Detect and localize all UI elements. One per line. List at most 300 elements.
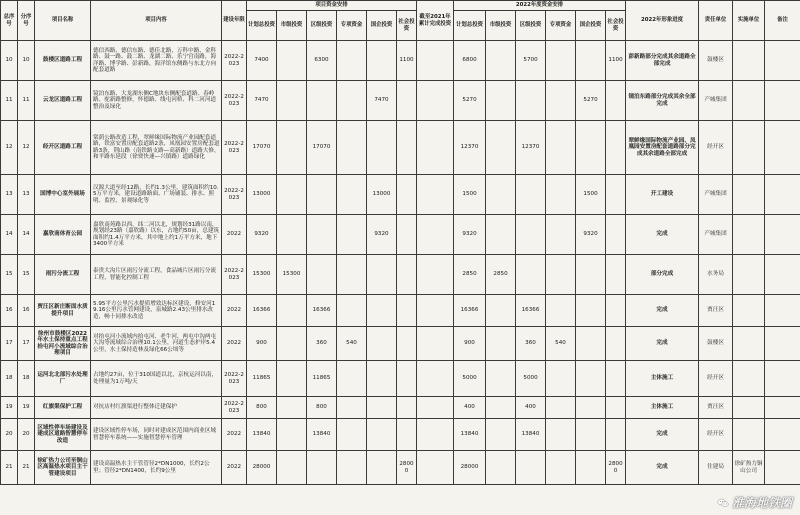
cell-c16	[546, 361, 576, 397]
table-row	[1, 295, 800, 327]
cell-c8: 6300	[307, 41, 337, 81]
cell-c4: 汉源大道至经12路，长约1.3公里，建筑面积约10.5万平方米，建设道路路面、广场铺装、排水、照明、监控、景观绿化等	[91, 175, 222, 215]
cell-c11: 28000	[397, 451, 417, 485]
cell-c19: 完成	[626, 215, 699, 255]
cell-c2: 19	[18, 397, 35, 419]
cell-c2: 20	[18, 419, 35, 451]
cell-c9	[337, 255, 367, 295]
cell-c1: 19	[1, 397, 18, 419]
cell-c5: 2022-2023	[222, 397, 247, 419]
cell-c8	[307, 451, 337, 485]
cell-c21	[733, 361, 765, 397]
cell-c19: 彭新路部分完成其余道路全部完成	[626, 41, 699, 81]
cell-c18	[606, 81, 626, 121]
cell-c17: 9320	[576, 215, 606, 255]
cell-c11	[397, 361, 417, 397]
col-header: 国企投资	[576, 11, 606, 41]
col-header: 实施单位	[733, 1, 765, 41]
cell-c19: 部分完成	[626, 255, 699, 295]
cell-c1: 15	[1, 255, 18, 295]
cell-c13: 28000	[454, 451, 486, 485]
cell-c14	[486, 327, 516, 361]
cell-c12	[417, 255, 454, 295]
cell-c5: 2022-2023	[222, 255, 247, 295]
cell-c20: 水务局	[699, 255, 733, 295]
cell-c16	[546, 451, 576, 485]
table-row	[1, 121, 800, 175]
cell-c10	[367, 451, 397, 485]
cell-c12	[417, 41, 454, 81]
cell-c16	[546, 81, 576, 121]
table-row	[1, 397, 800, 419]
cell-c21	[733, 121, 765, 175]
cell-c3: 嘉欣南体育公园	[35, 215, 91, 255]
table-row	[1, 215, 800, 255]
cell-c8	[307, 175, 337, 215]
cell-c3: 经开区道路工程	[35, 121, 91, 175]
cell-c13: 5000	[454, 361, 486, 397]
cell-c20: 贾汪区	[699, 295, 733, 327]
cell-c9	[337, 397, 367, 419]
cell-c19: 完成	[626, 419, 699, 451]
col-header: 市级投资	[277, 11, 307, 41]
cell-c22	[765, 175, 800, 215]
cell-c16	[546, 175, 576, 215]
cell-c9	[337, 175, 367, 215]
cell-c13: 9320	[454, 215, 486, 255]
cell-c20: 贾汪区	[699, 397, 733, 419]
col-header: 备注	[765, 1, 800, 41]
cell-c15: 5000	[516, 361, 546, 397]
cell-c10	[367, 327, 397, 361]
cell-c5: 2022-2023	[222, 41, 247, 81]
col-header: 社会投资	[397, 11, 417, 41]
cell-c4: 对抗店村红旗渠进行整体迁建保护	[91, 397, 222, 419]
cell-c18: 28000	[606, 451, 626, 485]
cell-c11	[397, 327, 417, 361]
cell-c4: 建设区域性停车场，同时对建成区范围内商业区域智慧停车系统——实施智慧停车管理	[91, 419, 222, 451]
cell-c20: 经开区	[699, 361, 733, 397]
cell-c7	[277, 175, 307, 215]
col-header: 专项资金	[546, 11, 576, 41]
cell-c19: 主体施工	[626, 361, 699, 397]
cell-c7	[277, 215, 307, 255]
col-header: 截至2021年累计完成投资	[417, 1, 454, 41]
cell-c19: 翠鲜缘国际物流产业园、凤凰园安置房配套道路部分完成其余道路全部完成	[626, 121, 699, 175]
cell-c14	[486, 81, 516, 121]
cell-c17	[576, 397, 606, 419]
cell-c8: 16366	[307, 295, 337, 327]
cell-c11	[397, 397, 417, 419]
cell-c8: 800	[307, 397, 337, 419]
cell-c7	[277, 327, 307, 361]
cell-c13: 5270	[454, 81, 486, 121]
cell-c17: 1500	[576, 175, 606, 215]
cell-c13: 6800	[454, 41, 486, 81]
cell-c4: 对拾屯河小流域内拾屯河、老牛河、两屯中沟两屯大沟等流域综合治理10.1公里，河道生态护岸5.4公里，水土保持造林及绿化66公顷等	[91, 327, 222, 361]
cell-c9	[337, 419, 367, 451]
table-row	[1, 175, 800, 215]
cell-c8	[307, 81, 337, 121]
cell-c18	[606, 121, 626, 175]
cell-c11	[397, 255, 417, 295]
cell-c11	[397, 215, 417, 255]
cell-c15	[516, 81, 546, 121]
cell-c9	[337, 295, 367, 327]
cell-c14	[486, 215, 516, 255]
cell-c15: 16366	[516, 295, 546, 327]
cell-c18	[606, 215, 626, 255]
cell-c7	[277, 451, 307, 485]
cell-c14	[486, 295, 516, 327]
cell-c4: 占地约27亩，位于310国道以北，京杭运河以南，处理量为1万吨/天	[91, 361, 222, 397]
cell-c16	[546, 121, 576, 175]
cell-c18	[606, 327, 626, 361]
table-row	[1, 451, 800, 485]
cell-c18	[606, 295, 626, 327]
cell-c12	[417, 451, 454, 485]
cell-c18	[606, 255, 626, 295]
cell-c7	[277, 419, 307, 451]
cell-c17	[576, 121, 606, 175]
cell-c12	[417, 121, 454, 175]
cell-c10: 9320	[367, 215, 397, 255]
cell-c19: 开工建设	[626, 175, 699, 215]
cell-c9	[337, 215, 367, 255]
col-header: 项目内容	[91, 1, 222, 41]
cell-c19: 完成	[626, 327, 699, 361]
cell-c5: 2022	[222, 327, 247, 361]
cell-c6: 800	[247, 397, 277, 419]
cell-c7: 15300	[277, 255, 307, 295]
cell-c2: 13	[18, 175, 35, 215]
cell-c5: 2022	[222, 451, 247, 485]
cell-c6: 11865	[247, 361, 277, 397]
cell-c13: 1500	[454, 175, 486, 215]
cell-c9	[337, 451, 367, 485]
cell-c6: 15300	[247, 255, 277, 295]
cell-c2: 10	[18, 41, 35, 81]
cell-c3: 国博中心室外展场	[35, 175, 91, 215]
wechat-icon	[717, 497, 729, 509]
table-row	[1, 361, 800, 397]
col-header: 区级投资	[516, 11, 546, 41]
cell-c11	[397, 121, 417, 175]
cell-c2: 21	[18, 451, 35, 485]
cell-c8	[307, 215, 337, 255]
cell-c22	[765, 41, 800, 81]
cell-c12	[417, 327, 454, 361]
cell-c12	[417, 175, 454, 215]
cell-c19: 完成	[626, 295, 699, 327]
cell-c19: 镜泊东路部分完成其余全部完成	[626, 81, 699, 121]
cell-c14	[486, 419, 516, 451]
cell-c10	[367, 419, 397, 451]
cell-c1: 14	[1, 215, 18, 255]
cell-c7	[277, 295, 307, 327]
cell-c15	[516, 451, 546, 485]
cell-c21	[733, 175, 765, 215]
cell-c22	[765, 361, 800, 397]
cell-c17	[576, 451, 606, 485]
col-header: 分序号	[18, 1, 35, 41]
cell-c18	[606, 361, 626, 397]
cell-c7	[277, 81, 307, 121]
cell-c16: 540	[546, 327, 576, 361]
cell-c6: 9320	[247, 215, 277, 255]
cell-c3: 红旗渠保护工程	[35, 397, 91, 419]
cell-c20: 产城集团	[699, 175, 733, 215]
cell-c15: 360	[516, 327, 546, 361]
cell-c1: 18	[1, 361, 18, 397]
cell-c17	[576, 41, 606, 81]
cell-c15: 12370	[516, 121, 546, 175]
cell-c10	[367, 397, 397, 419]
cell-c3: 鼓楼区道路工程	[35, 41, 91, 81]
col-header: 区级投资	[307, 11, 337, 41]
cell-c4: 嘉欣南苑路以西，纬二河以北，规划经31路以南，规划经23路（嘉欣路）以东，占地约50亩，总建筑面积约1.4万平方米，其中地上约1万平方米，地下3400平方米	[91, 215, 222, 255]
cell-c2: 11	[18, 81, 35, 121]
group-header-plan-2022: 2022年度资金安排	[454, 1, 626, 11]
cell-c10	[367, 255, 397, 295]
table-row	[1, 327, 800, 361]
cell-c20: 产城集团	[699, 215, 733, 255]
group-header-funding: 项目资金安排	[247, 1, 417, 11]
cell-c8: 360	[307, 327, 337, 361]
cell-c9	[337, 41, 367, 81]
cell-c4: 泰贵大沟片区雨污分流工程，食品城片区雨污分流工程，智能化控制工程	[91, 255, 222, 295]
cell-c2: 12	[18, 121, 35, 175]
cell-c9	[337, 121, 367, 175]
table-row	[1, 41, 800, 81]
cell-c14	[486, 121, 516, 175]
cell-c5: 2022-2023	[222, 121, 247, 175]
cell-c5: 2022	[222, 419, 247, 451]
watermark	[717, 494, 792, 511]
col-header: 社会投资	[606, 11, 626, 41]
cell-c2: 16	[18, 295, 35, 327]
cell-c14	[486, 451, 516, 485]
cell-c21	[733, 81, 765, 121]
cell-c1: 11	[1, 81, 18, 121]
cell-c6: 17070	[247, 121, 277, 175]
cell-c3: 云龙区道路工程	[35, 81, 91, 121]
cell-c1: 10	[1, 41, 18, 81]
cell-c13: 13840	[454, 419, 486, 451]
cell-c22	[765, 419, 800, 451]
cell-c22	[765, 451, 800, 485]
cell-c1: 13	[1, 175, 18, 215]
cell-c8: 13840	[307, 419, 337, 451]
cell-c20: 产城集团	[699, 81, 733, 121]
cell-c17	[576, 327, 606, 361]
cell-c22	[765, 327, 800, 361]
cell-c2: 18	[18, 361, 35, 397]
cell-c20: 住建局	[699, 451, 733, 485]
cell-c4: 镜泊东路、大龙湖东侧C地块东侧配套道路、春岭路、驼新路整修，怀德路、线屯河桥、科二河河道整治及绿化	[91, 81, 222, 121]
cell-c1: 20	[1, 419, 18, 451]
col-header: 2022年形象进度	[626, 1, 699, 41]
cell-c20: 经开区	[699, 419, 733, 451]
cell-c3: 雨污分流工程	[35, 255, 91, 295]
cell-c10: 13000	[367, 175, 397, 215]
cell-c20: 经开区	[699, 121, 733, 175]
cell-c15: 5700	[516, 41, 546, 81]
cell-c16	[546, 215, 576, 255]
cell-c20: 鼓楼区	[699, 41, 733, 81]
cell-c9	[337, 361, 367, 397]
cell-c21	[733, 295, 765, 327]
cell-c21	[733, 397, 765, 419]
cell-c17	[576, 361, 606, 397]
cell-c12	[417, 295, 454, 327]
cell-c21	[733, 255, 765, 295]
cell-c11	[397, 295, 417, 327]
cell-c6: 7470	[247, 81, 277, 121]
cell-c3: 贾汪区新庄断面水质提升项目	[35, 295, 91, 327]
table-body	[1, 41, 800, 485]
cell-c13: 16366	[454, 295, 486, 327]
cell-c21	[733, 419, 765, 451]
cell-c19: 完成	[626, 451, 699, 485]
cell-c16	[546, 397, 576, 419]
table-header	[1, 1, 800, 41]
cell-c22	[765, 215, 800, 255]
cell-c12	[417, 361, 454, 397]
cell-c22	[765, 295, 800, 327]
col-header: 总序号	[1, 1, 18, 41]
cell-c8: 11865	[307, 361, 337, 397]
cell-c5: 2022-2023	[222, 175, 247, 215]
col-header: 计划总投资	[454, 11, 486, 41]
cell-c16	[546, 255, 576, 295]
col-header: 计划总投资	[247, 11, 277, 41]
cell-c7	[277, 41, 307, 81]
cell-c17	[576, 419, 606, 451]
cell-c18	[606, 397, 626, 419]
cell-c2: 17	[18, 327, 35, 361]
cell-c8	[307, 255, 337, 295]
cell-c18	[606, 175, 626, 215]
cell-c5: 2022-2023	[222, 361, 247, 397]
cell-c10: 7470	[367, 81, 397, 121]
cell-c6: 28000	[247, 451, 277, 485]
cell-c8: 17070	[307, 121, 337, 175]
cell-c1: 12	[1, 121, 18, 175]
cell-c7	[277, 397, 307, 419]
cell-c9	[337, 81, 367, 121]
cell-c15	[516, 255, 546, 295]
cell-c16	[546, 41, 576, 81]
col-header: 专项资金	[337, 11, 367, 41]
col-header: 市级投资	[486, 11, 516, 41]
cell-c22	[765, 255, 800, 295]
cell-c10	[367, 295, 397, 327]
cell-c18	[606, 419, 626, 451]
cell-c3: 徐州市鼓楼区2022年水土保持重点工程拾屯河小流域综合治理项目	[35, 327, 91, 361]
cell-c14	[486, 41, 516, 81]
cell-c11	[397, 419, 417, 451]
cell-c12	[417, 215, 454, 255]
cell-c14: 2850	[486, 255, 516, 295]
cell-c1: 21	[1, 451, 18, 485]
table-row	[1, 255, 800, 295]
cell-c10	[367, 121, 397, 175]
cell-c22	[765, 81, 800, 121]
cell-c22	[765, 121, 800, 175]
cell-c15	[516, 215, 546, 255]
cell-c21	[733, 41, 765, 81]
col-header: 项目名称	[35, 1, 91, 41]
cell-c11	[397, 81, 417, 121]
cell-c3: 徐矿热力公司至铜山区高温热水项目主干管建设项目	[35, 451, 91, 485]
cell-c14	[486, 361, 516, 397]
watermark-text: 淮海地铁圈	[731, 496, 792, 510]
cell-c10	[367, 41, 397, 81]
cell-c10	[367, 361, 397, 397]
cell-c12	[417, 397, 454, 419]
cell-c16	[546, 295, 576, 327]
cell-c15: 400	[516, 397, 546, 419]
cell-c17	[576, 295, 606, 327]
cell-c17	[576, 255, 606, 295]
cell-c1: 16	[1, 295, 18, 327]
cell-c4: 德信西路、德信东路、德佳北路，万科中路、金科路、鼓一路、鼓二路、龙湖二路、乐宁宫南路，海洋路、博学路、彭新路，海洋馆东侧路与东北方向配套道路	[91, 41, 222, 81]
cell-c13: 400	[454, 397, 486, 419]
cell-c13: 12370	[454, 121, 486, 175]
cell-c14	[486, 397, 516, 419]
cell-c15	[516, 175, 546, 215]
cell-c4: 5.95平方公里污水提质增效达标区建设，修安河19.16公里污水管网建设，泉城路2.43公里排水改造，畅十同排水改造	[91, 295, 222, 327]
cell-c6: 7400	[247, 41, 277, 81]
cell-c4: 建设高温热水主干管管径2*DN1000，长约2公里；管径2*DN1400，长约9公里	[91, 451, 222, 485]
cell-c3: 运河北北部污水处理厂	[35, 361, 91, 397]
cell-c5: 2022	[222, 295, 247, 327]
cell-c11	[397, 175, 417, 215]
col-header: 国企投资	[367, 11, 397, 41]
cell-c1: 17	[1, 327, 18, 361]
cell-c16	[546, 419, 576, 451]
cell-c13: 2850	[454, 255, 486, 295]
cell-c6: 13840	[247, 419, 277, 451]
cell-c13: 900	[454, 327, 486, 361]
cell-c12	[417, 419, 454, 451]
cell-c7	[277, 121, 307, 175]
cell-c6: 900	[247, 327, 277, 361]
cell-c18: 1100	[606, 41, 626, 81]
cell-c6: 13000	[247, 175, 277, 215]
col-header: 建设年限	[222, 1, 247, 41]
col-header: 责任单位	[699, 1, 733, 41]
cell-c9: 540	[337, 327, 367, 361]
table-row	[1, 419, 800, 451]
cell-c20: 鼓楼区	[699, 327, 733, 361]
cell-c21	[733, 215, 765, 255]
cell-c15: 13840	[516, 419, 546, 451]
cell-c3: 区域性停车场建设及建成区道路智慧停车改造	[35, 419, 91, 451]
cell-c4: 棠荫公路改造工程，翠鲜缘国际物流产业园配套道路，铁富安置房配套道路2条，凤凰园安置房配套道路3条，荆山路（南铁路支路—高新路）道路大修，和平路东延段（徐贾快速—兴镇路）道路绿化	[91, 121, 222, 175]
cell-c12	[417, 81, 454, 121]
cell-c2: 14	[18, 215, 35, 255]
cell-c7	[277, 361, 307, 397]
cell-c19: 主体施工	[626, 397, 699, 419]
cell-c11: 1100	[397, 41, 417, 81]
cell-c17: 5270	[576, 81, 606, 121]
cell-c5: 2022-2023	[222, 81, 247, 121]
cell-c22	[765, 397, 800, 419]
cell-c2: 15	[18, 255, 35, 295]
cell-c6: 16366	[247, 295, 277, 327]
